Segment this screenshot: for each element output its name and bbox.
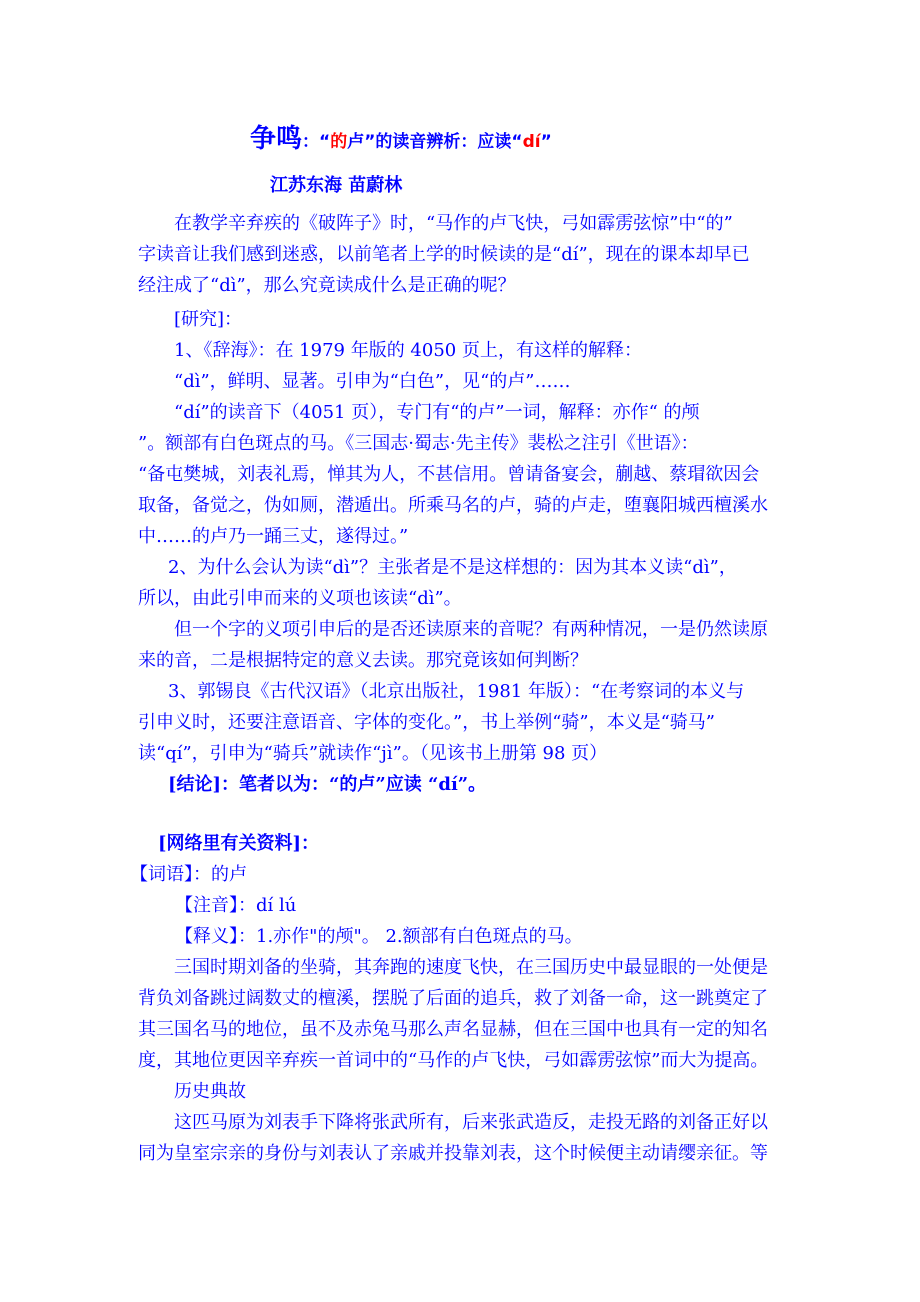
point1-line: 取备，备觉之，伪如厕，潜遁出。所乘马名的卢，骑的卢走，堕襄阳城西檀溪水 <box>138 495 768 516</box>
point1-line: ”。额部有白色斑点的马。《三国志·蜀志·先主传》裴松之注引《世语》： <box>138 433 699 454</box>
intro-line: 字读音让我们感到迷惑，以前笔者上学的时候读的是“dí”，现在的课本却早已 <box>138 244 750 265</box>
phonetic-line: 【注音】：dí lú <box>175 895 297 916</box>
research-section <box>138 304 788 800</box>
title-red-char: 的 <box>330 132 348 152</box>
title-colon: ： <box>302 132 320 152</box>
point1-line: 中……的卢乃一踊三丈，遂得过。” <box>138 526 409 547</box>
network-heading: [网络里有关资料]： <box>158 833 320 854</box>
history-heading: 历史典故 <box>174 1081 246 1102</box>
title-quote-open: “ <box>319 132 331 152</box>
point1-line: “dì”，鲜明、显著。引申为“白色”，见“的卢”…… <box>174 371 571 392</box>
point3-line: 3、郭锡良《古代汉语》（北京出版社，1981 年版）：“在考察词的本义与 <box>168 681 745 702</box>
network-line: 其三国名马的地位，虽不及赤兔马那么声名显赫，但在三国中也具有一定的知名 <box>138 1019 768 1040</box>
point2-line: 但一个字的义项引申后的是否还读原来的音呢？有两种情况，一是仍然读原 <box>174 619 768 640</box>
title-middle: ”的读音辨析：应读“ <box>364 132 523 152</box>
network-line: 同为皇室宗亲的身份与刘表认了亲戚并投靠刘表，这个时候便主动请缨亲征。等 <box>138 1143 768 1164</box>
network-paragraph-1 <box>138 952 788 1169</box>
point1-line: “备屯樊城，刘表礼焉，惮其为人，不甚信用。曾请备宴会，蒯越、蔡瑁欲因会 <box>138 464 760 485</box>
research-heading: [研究]： <box>174 309 243 330</box>
network-line: 这匹马原为刘表手下降将张武所有，后来张武造反，走投无路的刘备正好以 <box>174 1112 768 1133</box>
title-prefix: 争鸣 <box>250 124 303 154</box>
point3-line: 引申义时，还要注意语音、字体的变化。”，书上举例“骑”，本义是“骑马” <box>138 712 716 733</box>
point2-line: 所以，由此引申而来的义项也该读“dì”。 <box>138 588 462 609</box>
network-line: 度，其地位更因辛弃疾一首词中的“马作的卢飞快，弓如霹雳弦惊”而大为提高。 <box>138 1050 769 1071</box>
point3-line: 读“qí”，引申为“骑兵”就读作“jì”。（见该书上册第 98 页） <box>138 743 608 764</box>
title-red-pinyin: dí <box>522 132 541 152</box>
point1-line: 1、《辞海》：在 1979 年版的 4050 页上，有这样的解释： <box>174 340 642 361</box>
network-line: 背负刘备跳过阔数丈的檀溪，摆脱了后面的追兵，救了刘备一命，这一跳奠定了 <box>138 988 768 1009</box>
title-lu: 卢 <box>347 132 365 152</box>
intro-line: 经注成了“dì”，那么究竟读成什么是正确的呢？ <box>138 275 516 296</box>
meaning-line: 【释义】：1.亦作"的颅"。 2.额部有白色斑点的马。 <box>175 926 583 947</box>
point1-line: “dí”的读音下（4051 页），专门有“的卢”一词，解释：亦作“ 的颅 <box>174 402 700 423</box>
intro-line: 在教学辛弃疾的《破阵子》时，“马作的卢飞快，弓如霹雳弦惊”中“的” <box>174 213 733 234</box>
term-line: 【词语】：的卢 <box>130 864 247 885</box>
point2-line: 来的音，二是根据特定的意义去读。那究竟该如何判断？ <box>138 650 588 671</box>
intro-paragraph <box>138 208 788 301</box>
point2-line: 2、为什么会认为读“dì”？主张者是不是这样想的：因为其本义读“dì”， <box>168 557 737 578</box>
conclusion-line: [结论]：笔者以为：“的卢”应读 “dí”。 <box>168 774 487 795</box>
title-quote-close: ” <box>540 132 552 152</box>
author-line: 江苏东海 苗蔚林 <box>270 175 403 196</box>
article-title <box>250 118 552 155</box>
network-line: 三国时期刘备的坐骑，其奔跑的速度飞快，在三国历史中最显眼的一处便是 <box>174 957 768 978</box>
